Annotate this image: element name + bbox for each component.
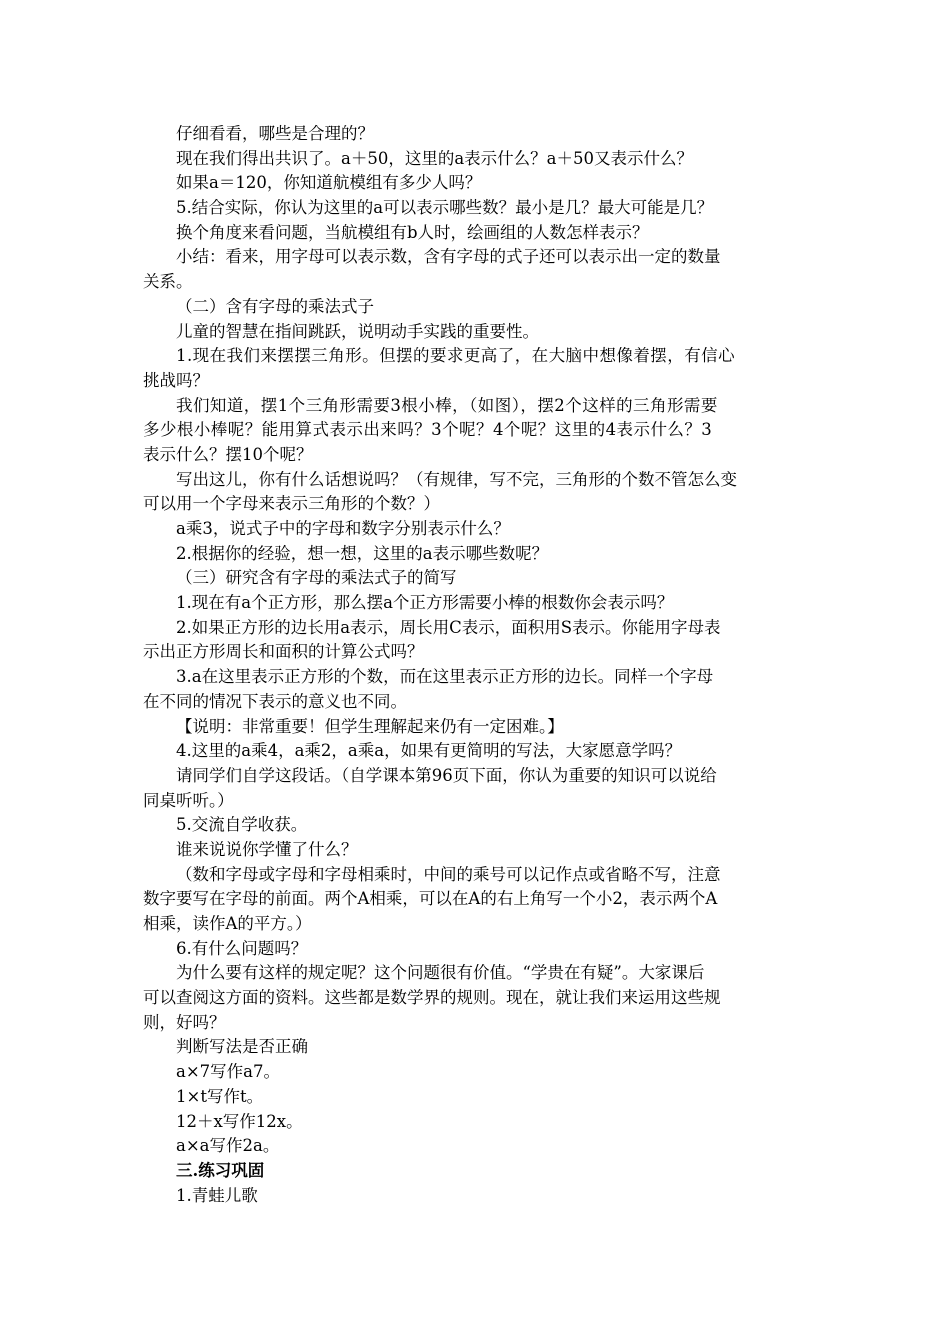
paragraph-line: 3.a在这里表示正方形的个数，而在这里表示正方形的边长。同样一个字母 bbox=[176, 667, 714, 687]
paragraph-line: 现在我们得出共识了。a＋50，这里的a表示什么？a＋50又表示什么？ bbox=[176, 148, 694, 168]
section-heading: （二）含有字母的乘法式子 bbox=[176, 296, 374, 316]
paragraph-line: 则，好吗？ bbox=[143, 1012, 226, 1032]
paragraph-line: 4.这里的a乘4，a乘2，a乘a，如果有更简明的写法，大家愿意学吗？ bbox=[176, 741, 682, 761]
note-line: 【说明：非常重要！但学生理解起来仍有一定困难。】 bbox=[176, 716, 564, 736]
paragraph-line: 1.青蛙儿歌 bbox=[176, 1185, 258, 1205]
paragraph-line: 示出正方形周长和面积的计算公式吗？ bbox=[143, 642, 424, 662]
paragraph-line: 1.现在我们来摆摆三角形。但摆的要求更高了，在大脑中想像着摆，有信心 bbox=[176, 346, 736, 366]
paragraph-line: 换个角度来看问题，当航模组有b人时，绘画组的人数怎样表示？ bbox=[176, 222, 649, 242]
section-heading: （三）研究含有字母的乘法式子的简写 bbox=[176, 568, 457, 588]
paragraph-line: 我们知道，摆1个三角形需要3根小棒，（如图），摆2个这样的三角形需要 bbox=[176, 395, 718, 415]
paragraph-line: 6.有什么问题吗？ bbox=[176, 938, 308, 958]
paragraph-line: 同桌听听。） bbox=[143, 790, 234, 810]
paragraph-line: 1.现在有a个正方形，那么摆a个正方形需要小棒的根数你会表示吗？ bbox=[176, 593, 674, 613]
exercise-item: 1×t写作t。 bbox=[176, 1086, 264, 1106]
paragraph-line: （数和字母或字母和字母相乘时，中间的乘号可以记作点或省略不写，注意 bbox=[176, 864, 721, 884]
paragraph-line: 多少根小棒呢？能用算式表示出来吗？3个呢？4个呢？这里的4表示什么？3 bbox=[143, 420, 713, 440]
paragraph-line: 2.根据你的经验，想一想，这里的a表示哪些数呢？ bbox=[176, 543, 549, 563]
paragraph-line: 相乘，读作A的平方。） bbox=[143, 914, 312, 933]
paragraph-line: 挑战吗？ bbox=[143, 370, 209, 390]
paragraph-line: a乘3，说式子中的字母和数字分别表示什么？ bbox=[176, 519, 510, 538]
paragraph-line: 在不同的情况下表示的意义也不同。 bbox=[143, 691, 407, 711]
paragraph-line: 写出这儿，你有什么话想说吗？（有规律，写不完，三角形的个数不管怎么变 bbox=[176, 469, 737, 489]
paragraph-line: 2.如果正方形的边长用a表示，周长用C表示，面积用S表示。你能用字母表 bbox=[176, 617, 721, 637]
paragraph-line: 数字要写在字母的前面。两个A相乘，可以在A的右上角写一个小2，表示两个A bbox=[143, 889, 718, 909]
paragraph-line: 可以用一个字母来表示三角形的个数？） bbox=[143, 494, 440, 514]
exercise-item: a×7写作a7。 bbox=[176, 1062, 280, 1082]
paragraph-line: 小结：看来，用字母可以表示数，含有字母的式子还可以表示出一定的数量 bbox=[176, 247, 721, 267]
paragraph-line: 5.结合实际，你认为这里的a可以表示哪些数？最小是几？最大可能是几？ bbox=[176, 198, 714, 218]
paragraph-line: 可以查阅这方面的资料。这些都是数学界的规则。现在，就让我们来运用这些规 bbox=[143, 988, 721, 1008]
paragraph-line: 谁来说说你学懂了什么？ bbox=[176, 839, 358, 859]
exercise-item: 12＋x写作12x。 bbox=[176, 1111, 303, 1131]
paragraph-line: 仔细看看，哪些是合理的？ bbox=[176, 124, 374, 143]
paragraph-line: 关系。 bbox=[143, 272, 193, 292]
paragraph-line: 5.交流自学收获。 bbox=[176, 815, 308, 835]
paragraph-line: 儿童的智慧在指间跳跃，说明动手实践的重要性。 bbox=[176, 321, 539, 341]
paragraph-line: 为什么要有这样的规定呢？这个问题很有价值。“学贵在有疑”。大家课后 bbox=[176, 963, 705, 983]
document-page bbox=[143, 122, 811, 1208]
paragraph-line: 表示什么？摆10个呢？ bbox=[143, 444, 313, 464]
paragraph-line: 判断写法是否正确 bbox=[176, 1037, 308, 1057]
section-heading-bold: 三.练习巩固 bbox=[176, 1160, 265, 1180]
paragraph-line: 请同学们自学这段话。（自学课本第96页下面，你认为重要的知识可以说给 bbox=[176, 765, 717, 785]
paragraph-line: 如果a＝120，你知道航模组有多少人吗？ bbox=[176, 173, 482, 193]
exercise-item: a×a写作2a。 bbox=[176, 1136, 280, 1156]
